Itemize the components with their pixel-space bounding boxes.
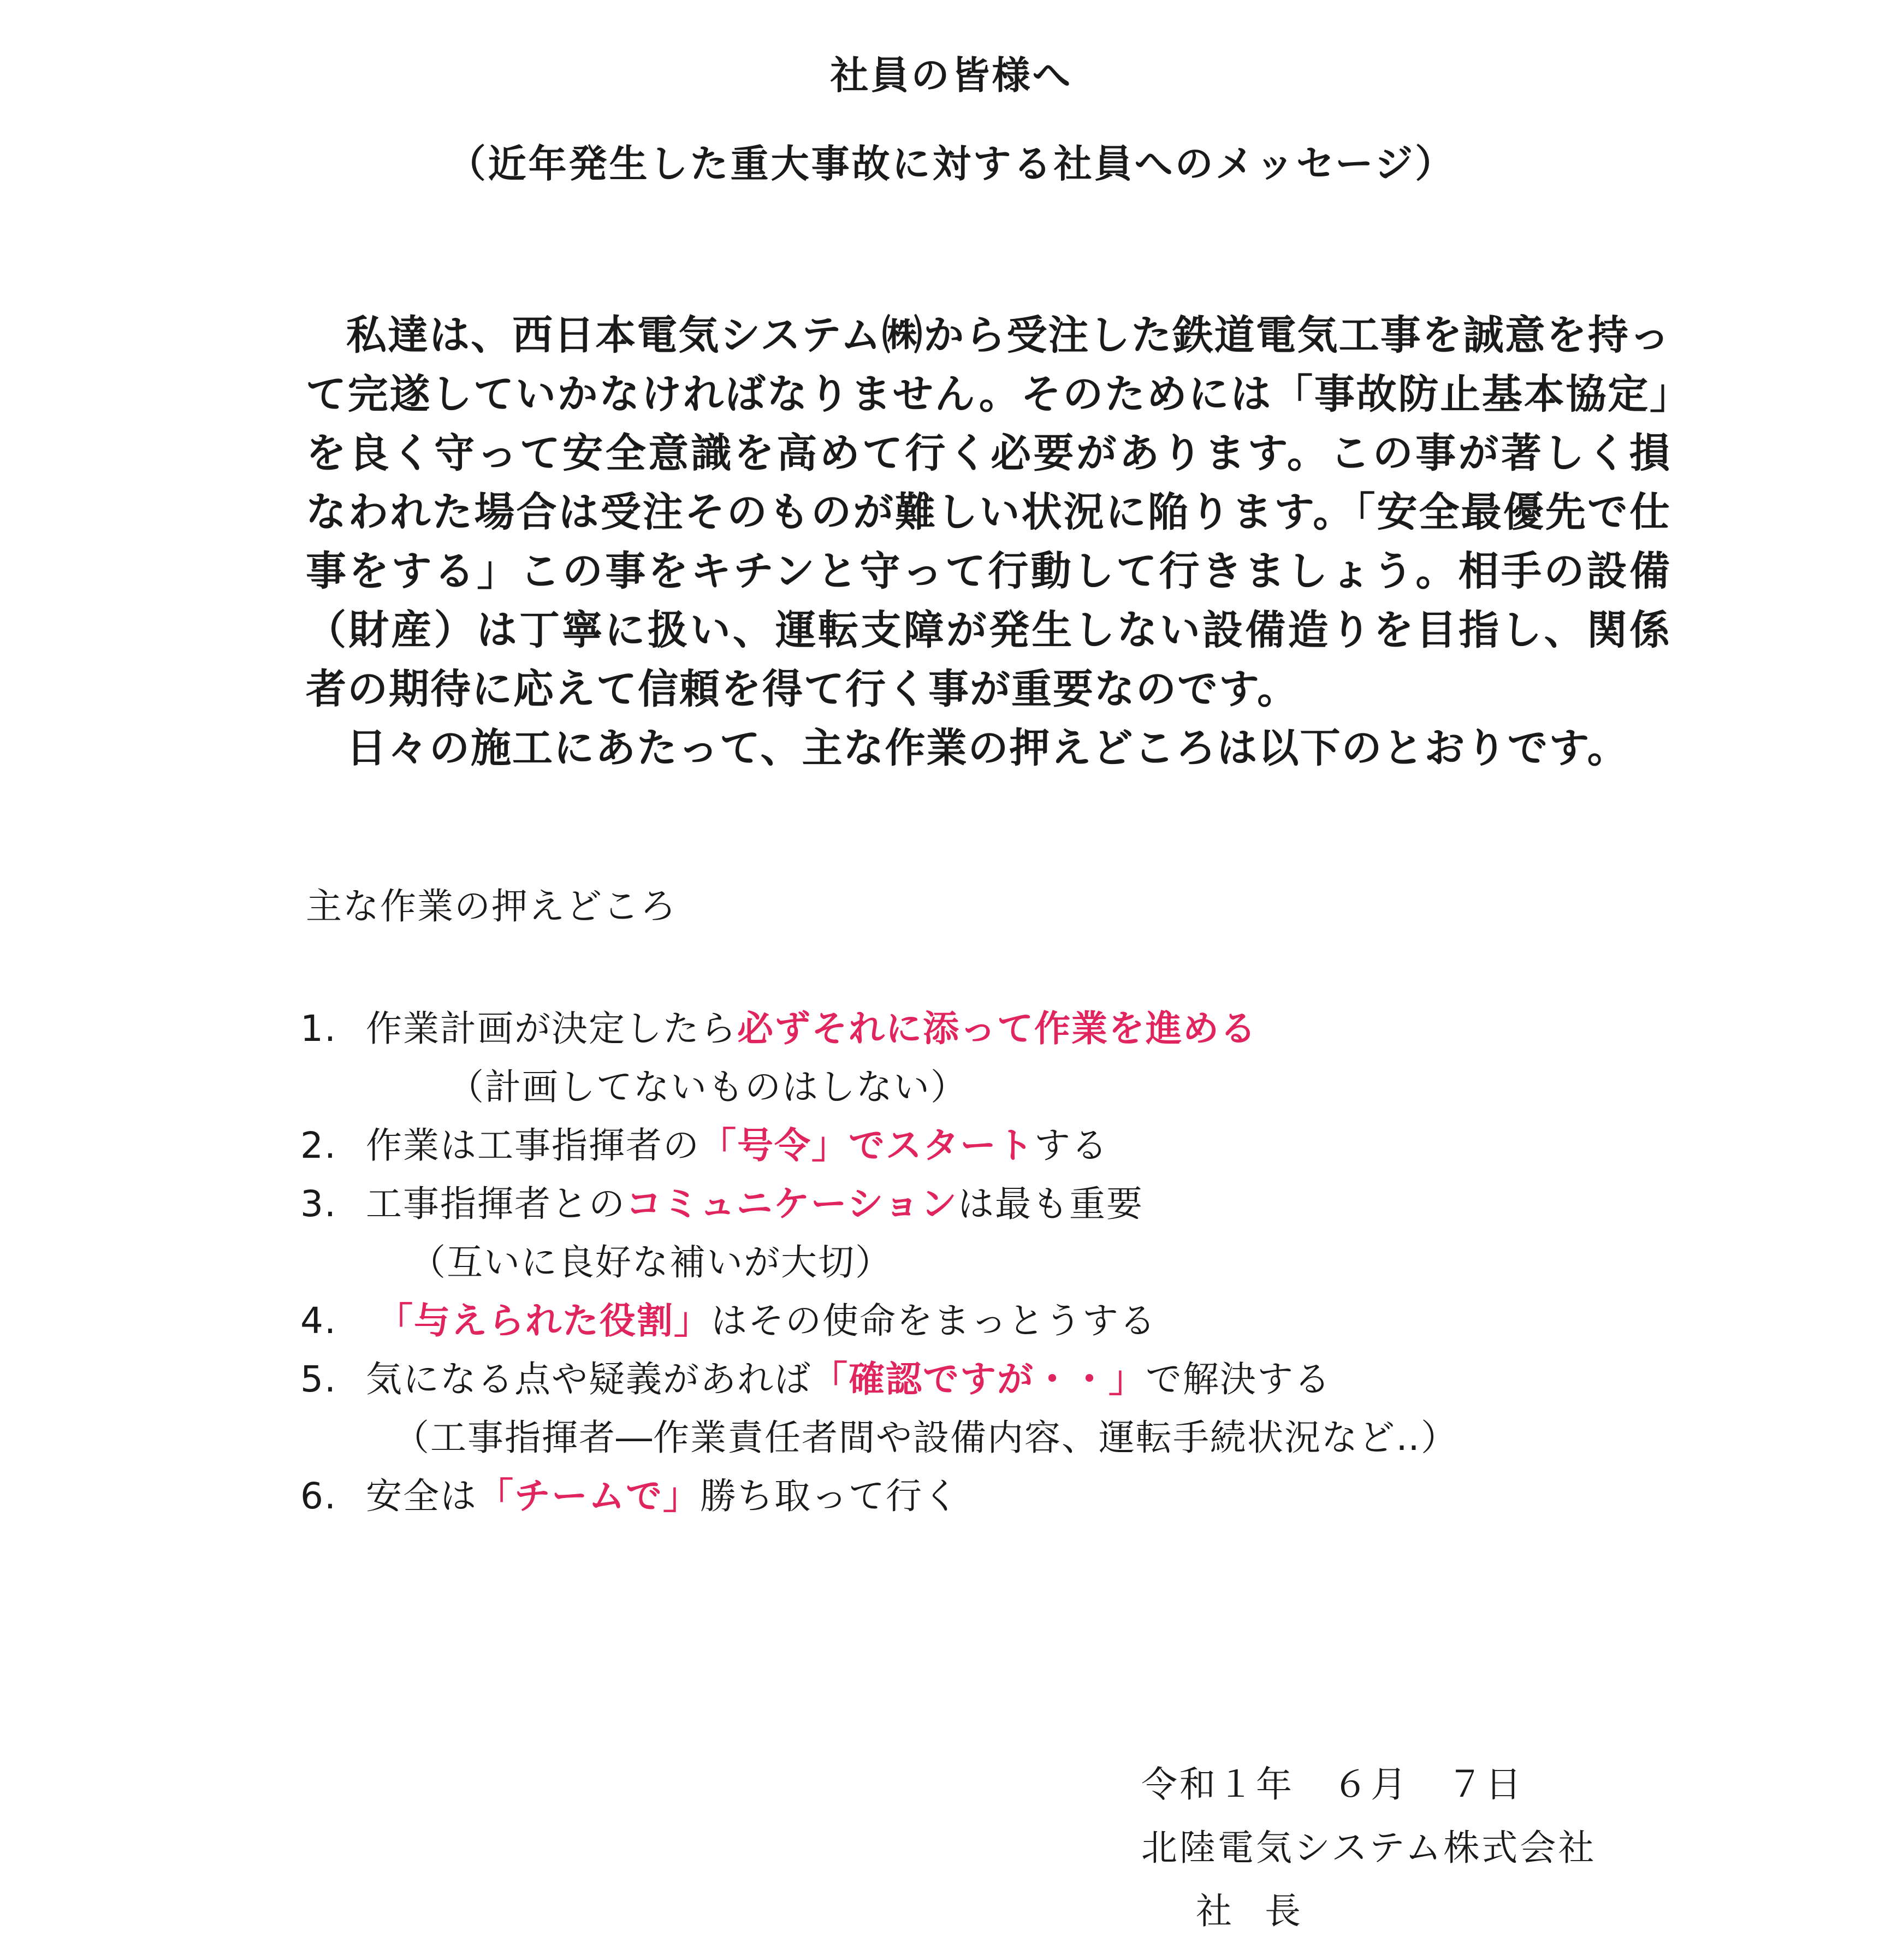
item-text-after: する bbox=[1034, 1124, 1108, 1166]
list-item bbox=[300, 1467, 1720, 1525]
item-number: 5. bbox=[300, 1358, 337, 1400]
list-item bbox=[300, 1350, 1720, 1408]
item-emphasis: 必ずそれに添って作業を進める bbox=[737, 1008, 1257, 1050]
list-item bbox=[300, 1292, 1720, 1350]
item-number: 4. bbox=[300, 1300, 337, 1342]
item-text: 安全は bbox=[366, 1475, 477, 1517]
item-text-after: はその使命をまっとうする bbox=[711, 1300, 1157, 1342]
item-note bbox=[300, 1408, 1720, 1467]
paragraph-1: 私達は、西日本電気システム㈱から受注した鉄道電気工事を誠意を持って完遂していかなければなりません。そのためには「事故防止基本協定」を良く守って安全意識を高めて行く必要があります。この事が著しく損なわれた場合は受注そのものが難しい状況に陥ります。「安全最優先で仕事をする」この事をキチンと守って行動して行きましょう。相手の設備（財産）は丁寧に扱い、運転支障が発生しない設備造りを目指し、関係者の期待に応えて信頼を得て行く事が重要なのです。 bbox=[306, 312, 1671, 713]
item-text-after: 勝ち取って行く bbox=[700, 1475, 960, 1517]
list-item bbox=[300, 999, 1720, 1058]
item-note-text: （計画してないものはしない） bbox=[448, 1066, 968, 1108]
item-emphasis: コミュニケーション bbox=[626, 1183, 958, 1225]
item-text: 工事指揮者との bbox=[366, 1183, 626, 1225]
document-subtitle: （近年発生した重大事故に対する社員へのメッセージ） bbox=[447, 141, 1456, 186]
item-emphasis: 「確認ですが・・」 bbox=[811, 1358, 1146, 1400]
item-emphasis: 「号令」でスタート bbox=[700, 1124, 1034, 1166]
list-item bbox=[300, 1116, 1720, 1175]
signer-role: 社長 bbox=[1196, 1890, 1333, 1932]
item-emphasis: 「与えられた役割」 bbox=[377, 1300, 711, 1342]
item-note-text: （互いに良好な補いが大切） bbox=[410, 1241, 892, 1283]
paragraph-2: 日々の施工にあたって、主な作業の押えどころは以下のとおりです。 bbox=[346, 725, 1629, 772]
item-text: 作業計画が決定したら bbox=[366, 1008, 737, 1050]
item-note bbox=[300, 1058, 1720, 1116]
company-name: 北陸電気システム株式会社 bbox=[1141, 1827, 1597, 1869]
item-text: 作業は工事指揮者の bbox=[366, 1124, 700, 1166]
date: 令和１年 ６月 ７日 bbox=[1141, 1763, 1523, 1805]
item-note bbox=[300, 1233, 1720, 1292]
item-note-text: （工事指揮者―作業責任者間や設備内容、運転手続状況など‥） bbox=[393, 1417, 1459, 1459]
signature-block bbox=[1141, 1753, 1596, 1943]
item-number: 6. bbox=[300, 1475, 337, 1517]
message-body bbox=[306, 306, 1671, 778]
item-number: 2. bbox=[300, 1124, 337, 1166]
section-heading: 主な作業の押えどころ bbox=[306, 885, 677, 927]
document-title: 社員の皆様へ bbox=[830, 53, 1073, 98]
item-emphasis: 「チームで」 bbox=[477, 1475, 700, 1517]
list-item bbox=[300, 1175, 1720, 1233]
item-number: 1. bbox=[300, 1008, 337, 1050]
item-number: 3. bbox=[300, 1183, 337, 1225]
key-points-list bbox=[300, 999, 1720, 1525]
item-text: 気になる点や疑義があれば bbox=[366, 1358, 811, 1400]
item-text-after: で解決する bbox=[1146, 1358, 1331, 1400]
item-text-after: は最も重要 bbox=[958, 1183, 1144, 1225]
